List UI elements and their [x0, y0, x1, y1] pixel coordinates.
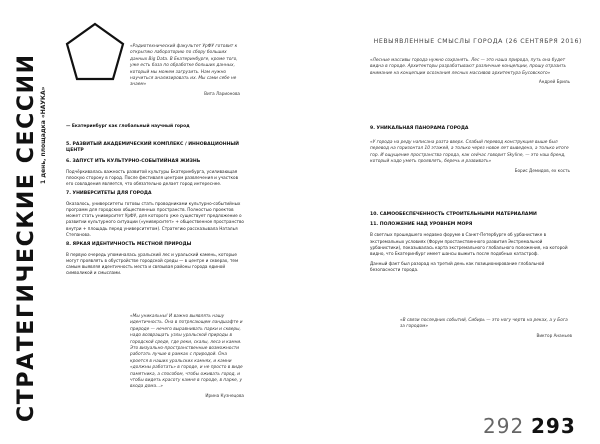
- dash-note: — Екатеринбург как глобальный научный город: [66, 124, 190, 129]
- section-body: Данный факт был разорад на третий день как позиционирование глобальной безопасности города.: [370, 260, 545, 272]
- left-bottom-quote-text: «Мы уникальны! И важно выявлять нашу идентичность. Она в потрясающем ландшафте и природе — нечего выравнивать парки и скверы, надо возвращать узлы уральской природы в городской среде, где реки, скалы, леса и камни. Это визуально-пространственные возможности работать лучше в рамках с природой. Она кроется в наших уральских камнях, и камни «должны работать» в городе, и не просто в виде памятника, а способом, чтобы оживать город, и чтобы видеть красоту камня в городе, в парке, у входа дома...»: [130, 314, 243, 390]
- section-heading: 10. САМООБЕСПЕЧЕННОСТЬ СТРОИТЕЛЬНЫМИ МАТЕРИАЛАМИ: [370, 212, 537, 217]
- left-bottom-quote-block: [130, 314, 244, 399]
- section-heading: 5. РАЗВИТЫЙ АКАДЕМИЧЕСКИЙ КОМПЛЕКС / ИННОВАЦИОННЫЙ ЦЕНТР: [66, 142, 240, 154]
- right-quote-bottom-text: «В связи последних событий, Сибирь — это ногу чертв на реках, а у Бога за городом»: [400, 318, 568, 330]
- section-body: В первую очередь упоминалась уральский лес и уральский камень, которые могут проявлять в обустройстве городской среды — в центре и скверах, тем самым выявляя идентичность места и связывая районы города единой символикой и смыслами.: [66, 251, 239, 276]
- section-body: В светлых прошедшего недавно форуме в Санкт-Петербурге об урбанистике в экстремальных условиях (Форум простанственного развития Экстремальной урбанистики), показывалась карта экстремального глобального положения, на которой видно, что Екатеринбург имеет шансы выжить после подобных катастроф.: [370, 232, 568, 256]
- page-header: НЕВЫЯВЛЕННЫЕ СМЫСЛЫ ГОРОДА (26 СЕНТЯБРЯ 2016): [373, 38, 582, 45]
- section-heading: 8. ЯРКАЯ ИДЕНТИЧНОСТЬ МЕСТНОЙ ПРИРОДЫ: [66, 241, 192, 247]
- right-quote-bottom-author: Виктор Ананьев: [536, 332, 572, 338]
- right-quote-mid-author: Борис Демидов, ex кость: [514, 167, 570, 173]
- right-quote-top-block: [370, 58, 570, 85]
- left-bottom-quote-author: Ирина Кузнецова: [205, 392, 244, 398]
- left-quote-block: [130, 44, 240, 97]
- left-sections: [66, 124, 246, 280]
- right-quote-mid-text: «У города на реду написана разта вверх. Слабый перевод конструкция выше был перевод на горизонтал 10 этажей, а только через новое лет выведена, а только итоге гор. И ощущение пространства города, как сейчас говорит Skyline, — это наш бренд, который надо уметь проявлять, беречь и развивать»: [370, 140, 569, 165]
- right-quote-bottom-block: [400, 318, 572, 339]
- right-quote-mid-block: [370, 140, 570, 174]
- section-heading: 11. ПОЛОЖЕНИЕ НАД УРОВНЕМ МОРЯ: [370, 222, 473, 228]
- section-title: СТРАТЕГИЧЕСКИЕ СЕССИИ: [14, 53, 39, 422]
- left-quote-text: «Радиотехнический факультет УрФУ готовит к открытию лабораторию по сбору больших данных Big Data. В Екатеринбурге, кроме того, уже есть база по обработке больших данных, который мы можем загрузить. Нам нужно научиться анализировать их. Мы сами себе не знаем»: [130, 44, 238, 88]
- right-quote-top-author: Андрей Бриль: [538, 79, 570, 85]
- right-quote-top-text: «Лесные массивы города нужно сохранять. Лес — это наша природа, путь она будет видна в городе. Архитекторы разрабатывают различные концепции, прошу отразить внимание на концепции осознания лесных массивов архитектура Бусовского»: [370, 58, 566, 76]
- right-sections-a: [370, 126, 570, 136]
- section-heading: 9. УНИКАЛЬНАЯ ПАНОРАМА ГОРОДА: [370, 126, 469, 131]
- pentagon-icon: [64, 22, 126, 82]
- right-sections-b: [370, 212, 570, 277]
- section-heading: 7. УНИВЕРСИТЕТЫ ДЛЯ ГОРОДА: [66, 190, 152, 196]
- left-quote-author: Вита Ларионова: [204, 90, 240, 96]
- page-number-left: 292: [483, 414, 525, 438]
- section-body: Оказалось, университеты готовы стать проводниками культурно-событийных программ для городских общественных пространств. Полностью проектов может стать университет УрФУ, для которого уже существует предложение о развитии культурного ситуации («университет» + общественное пространство внутри + площадь перед университетом). Стратегию рассказывала Наталья Степанова.: [66, 201, 244, 237]
- section-body: Подчёркивалась важность развитой культуры Екатеринбурга, усиливающая плоскую сторону в город. После фестиваля центром развлечения и участков его совладения является, что обязательно делает город интереснее.: [66, 168, 239, 186]
- page-number-right: 293: [531, 414, 576, 438]
- section-heading: 6. ЗАПУСТ ИТЬ КУЛЬТУРНО-СОБЫТИЙНАЯ ЖИЗНЬ: [66, 158, 201, 164]
- section-subtitle: 1 день, площадка «НАУКА»: [40, 86, 47, 184]
